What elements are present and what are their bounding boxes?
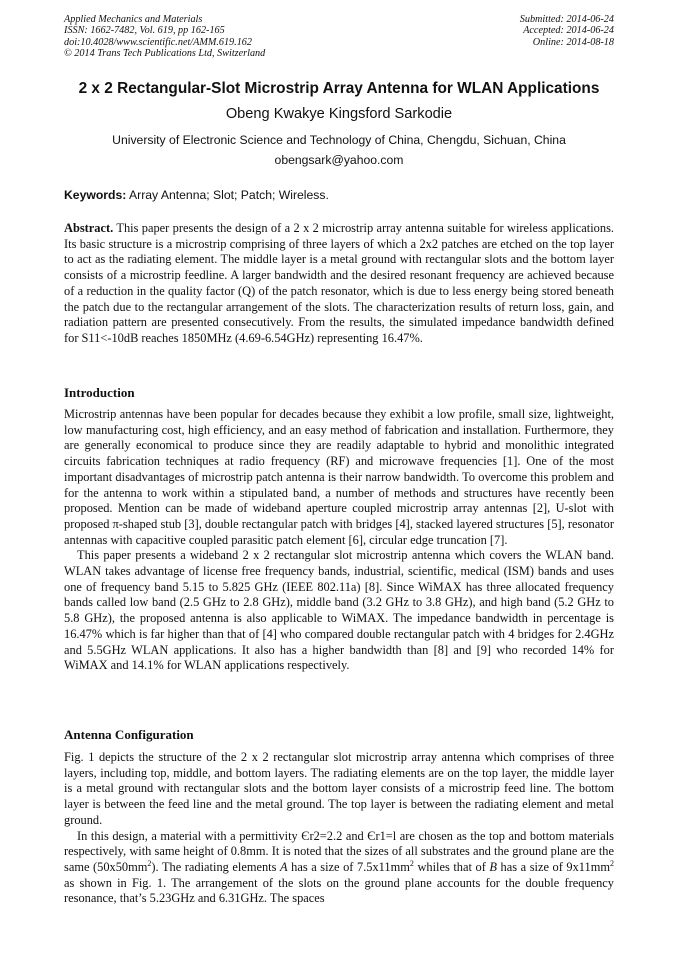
abstract-text: This paper presents the design of a 2 x 2 microstrip array antenna suitable for wireless applications. Its basic structure is a microstrip comprising of three layers of which a 2x2 patches are etched on the top layer to act as the radiating element. The middle layer is a metal ground with rectangular slots and the bottom layer consists of a microstrip feedline. A larger bandwidth and the desired resonant frequency are achieved because of a reduction in the quality factor (Q) of the patch resonator, which is due to less energy being stored beneath the patch due to the rectangular arrangement of the slots. The characterization results of return loss, gain, and radiation pattern are presented consecutively. From the results, the simulated impedance bandwidth defined for S11<-10dB reaches 1850MHz (4.69-6.54GHz) representing 16.47%. (64, 221, 614, 345)
journal-info (64, 14, 265, 60)
section-heading-introduction: Introduction (64, 385, 135, 400)
issn-line: ISSN: 1662-7482, Vol. 619, pp 162-165 (64, 25, 225, 37)
copyright-line: © 2014 Trans Tech Publications Ltd, Switzerland (64, 48, 266, 60)
config-paragraph-1: Fig. 1 depicts the structure of the 2 x 2 rectangular slot microstrip array antenna which comprises of three layers, including top, middle, and bottom layers. The radiating elements are on the top layer, the middle layer is a metal ground with rectangular slots and the bottom layer consists of a microstrip feed line. The bottom layer is between the feed line and the metal ground. The top layer is between the radiating element and metal ground. (64, 750, 614, 827)
intro-paragraph-2: This paper presents a wideband 2 x 2 rectangular slot microstrip antenna which covers the WLAN band. WLAN takes advantage of license free frequency bands, industrial, scientific, medical (ISM) bands and uses one of frequency band 5.15 to 5.825 GHz (IEEE 802.11a) [8]. Since WiMAX has three allocated frequency bands called low band (2.5 GHz to 2.8 GHz), middle band (3.2 GHz to 3.8 GHz), and high band (5.2 GHz to 5.8 GHz), the proposed antenna is also applicable to WiMAX. The impedance bandwidth in percentage is 16.47% which is far higher than that of [4] who compared double rectangular patch with 4 bridges for 2.4GHz and 5.5GHz WLAN applications. It also has a higher bandwidth than [8] and [9] who recorded 14% for WiMAX and 14.1% for WLAN applications respectively. (64, 548, 614, 673)
author-name: Obeng Kwakye Kingsford Sarkodie (225, 106, 453, 122)
introduction-body (64, 407, 614, 674)
intro-paragraph-1: Microstrip antennas have been popular for decades because they exhibit a low profile, small size, lightweight, low manufacturing cost, high efficiency, and an easy method of fabrication and installation. Furthermore, they are generally economical to produce since they are readily adaptable to hybrid and monolithic integrated circuits fabrication techniques at radio frequency (RF) and microwave frequencies [1]. One of the most important disadvantages of microstrip patch antenna is their narrow bandwidth. To overcome this problem and for the antenna to work within a stipulated band, a number of methods and structures have recently been proposed. Mention can be made of wideband aperture coupled microstrip array antennas [2], U-slot with proposed π-shaped stub [3], double rectangular patch with bridges [4], stacked layered structures [5], resonator antennas with capacitive coupled parasitic patch element [6], circular edge truncation [7]. (64, 407, 614, 547)
publication-dates (520, 14, 614, 48)
online-date: Online: 2014-08-18 (532, 36, 614, 48)
accepted-date: Accepted: 2014-06-24 (523, 25, 614, 37)
abstract (64, 221, 614, 347)
author-affiliation: University of Electronic Science and Technology of China, Chengdu, Sichuan, China (112, 133, 566, 147)
abstract-label: Abstract. (64, 221, 114, 235)
journal-name: Applied Mechanics and Materials (64, 14, 203, 25)
config-paragraph-2: In this design, a material with a permittivity Єr2=2.2 and Єr1=l are chosen as the top and bottom materials respectively, with same height of 0.8mm. It is noted that the sizes of all substrates and the ground plane are the same $(50x50mm^2)$. The radiating elements A has a size of $7.5x11mm^2$ whiles that of B has a size of $9x11mm^2$ as shown in Fig. 1. The arrangement of the slots on the ground plane accounts for the double frequency resonance, that’s 5.23GHz and 6.31GHz. The spaces (64, 828, 614, 906)
paper-title: 2 x 2 Rectangular-Slot Microstrip Array Antenna for WLAN Applications (78, 80, 600, 97)
running-header (64, 14, 614, 64)
antenna-config-body (64, 750, 614, 907)
keywords-text: Array Antenna; Slot; Patch; Wireless. (126, 188, 329, 202)
keywords (64, 188, 329, 202)
submitted-date: Submitted: 2014-06-24 (519, 14, 614, 25)
section-heading-antenna-configuration: Antenna Configuration (64, 727, 194, 742)
doi-line: doi:10.4028/www.scientific.net/AMM.619.162 (64, 36, 252, 48)
keywords-label: Keywords: (64, 188, 127, 202)
author-email: obengsark@yahoo.com (274, 153, 404, 167)
